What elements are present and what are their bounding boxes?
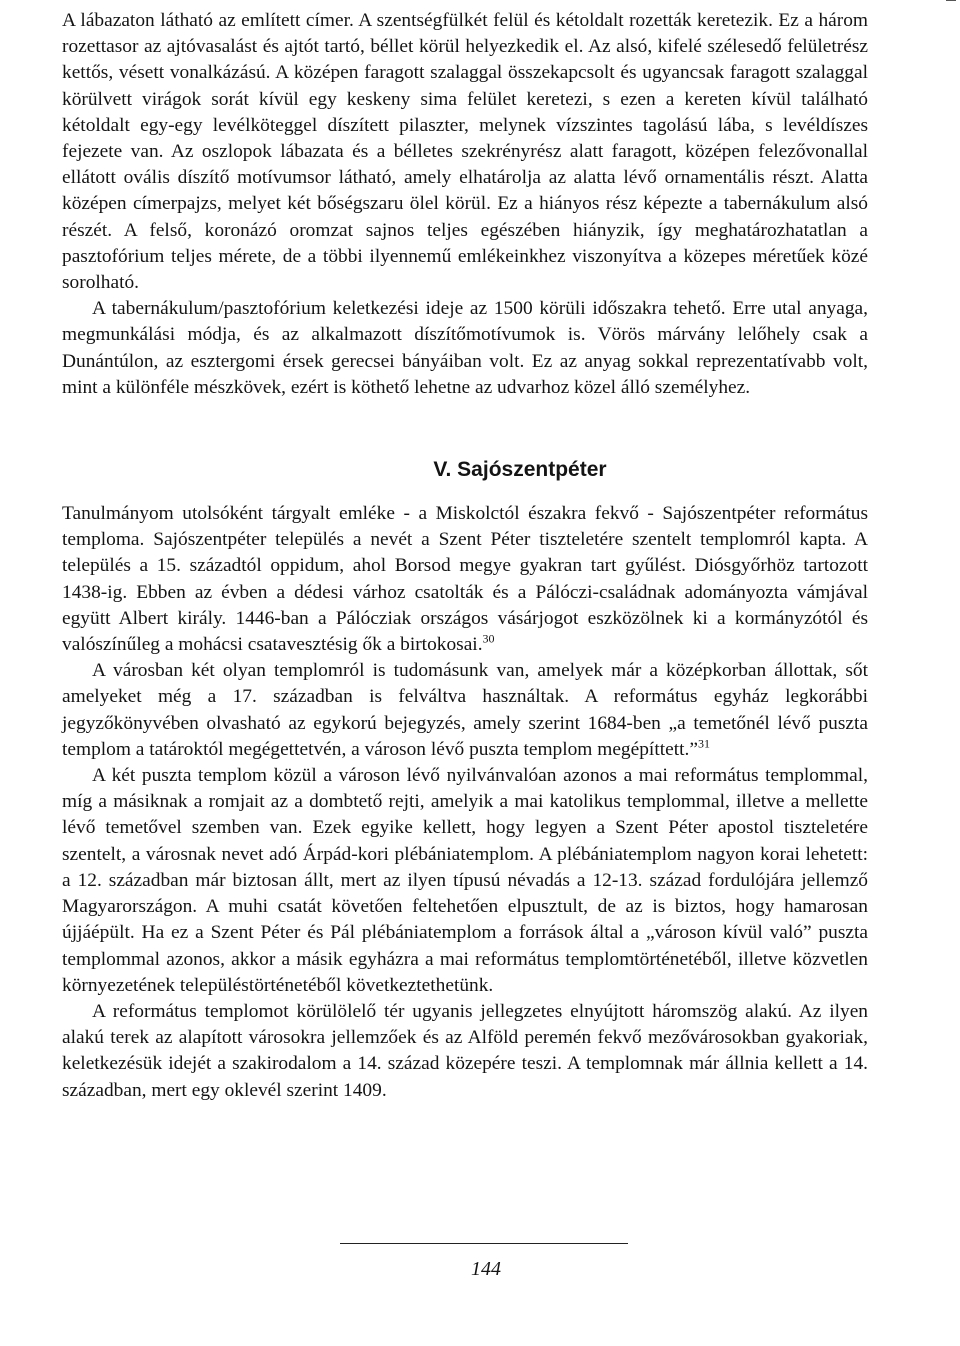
document-page (62, 8, 868, 1104)
paragraph-sajoszentpeter-intro (62, 501, 868, 658)
paragraph-parish-church: A két puszta templom közül a városon lévő nyilvánvalóan azonos a mai református templommal, míg a másiknak a romjait az a dombtető rejti, amelyik a mai katolikus templommal, illetve a mellette lévő temetővel szemben van. Ezek egyike kellett, hogy legyen a Szent Péter apostol tiszteletére szentelt, a városnak nevet adó Árpád-kori plébániatemplom. A plébániatemplom nagyon korai lehetett: a 12. században már biztosan állt, mert az ilyen típusú névadás a 12-13. század fordulójára jellemző Magyarországon. A muhi csatát követően feltehetően elpusztult, de az is biztos, hogy hamarosan újjáépült. Ha ez a Szent Péter és Pál plébániatemplom a források által a „városon kívül való” puszta templommal azonos, akkor a másik egyházra a mai református templomtörténetéből, illetve közvetlen környezetének településtörténetéből következtethetünk. (62, 765, 868, 996)
footnote-ref-31: 31 (697, 736, 710, 751)
paragraph-text: A városban két olyan templomról is tudomásunk van, amelyek már a középkorban állottak, sőt amelyeket még a 17. században is felváltva használtak. A református egyház legkorábbi jegyzőkönyvében olvasható az egykorú bejegyzés, amely szerint 1684-ben „a temetőnél lévő puszta templom a tatároktól megégettetvén, a városon lévő puszta templom megépíttett.” (62, 660, 868, 760)
paragraph-text: Tanulmányom utolsóként tárgyalt emléke - a Miskolctól északra fekvő - Sajószentpéter református temploma. Sajószentpéter település a nevét a Szent Péter tiszteletére szentelt templomról kapta. A település a 15. századtól oppidum, ahol Borsod megye gyakran tart gyűlést. Diósgyőrhöz tartozott 1438-ig. Ebben az évben a dédesi várhoz csatolták és a Pálóczi-családnak adományozta vámjával együtt Albert király. 1446-ban a Pálócziak országos vásárjogot eszközölnek ki a kormányzótól és valószínűleg a mohácsi csatavesztésig ők a birtokosai. (62, 503, 868, 656)
scan-edge-mark (946, 0, 956, 1)
paragraph-two-churches (62, 658, 868, 763)
footnote-ref-30: 30 (482, 631, 495, 646)
section-heading: V. Sajószentpéter (433, 458, 607, 482)
paragraph-reformed-church-square: A református templomot körülölelő tér ugyanis jellegzetes elnyújtott háromszög alakú. Az ilyen alakú terek az alapított városokra jellemzőek és az Alföld peremén fekvő mezővárosokban gyakoriak, keletkezésük idejét a szakirodalom a 14. század közepére teszi. A templomnak már állnia kellett a 14. században, mert egy oklevél szerint 1409. (62, 1000, 868, 1101)
page-number: 144 (471, 1258, 501, 1280)
footer-divider (340, 1243, 628, 1244)
paragraph-tabernacle-description: A lábazaton látható az említett címer. A szentségfülkét felül és kétoldalt rozetták keretezik. Ez a három rozettasor az ajtóvasalást és ajtót tartó, béllet körül helyezkedik el. Az alsó, kifelé szélesedő felületrész kettős, vésett vonalkázású. A középen faragott szalaggal összekapcsolt és ugyancsak faragott szalaggal körülvett virágok sorát kívül egy keskeny sima felület keretezi, s ezen a kereten kívül található kétoldalt egy-egy levélköteggel díszített pilaszter, melynek vízszintes tagolású lába, s levéldíszes fejezete van. Az oszlopok lábazata és a bélletes szekrényrész alatt faragott, középen felezővonallal ellátott ovális díszítő motívumsor látható, amely elhatárolja az alatta lévő ornamentális részt. Alatta középen címerpajzs, melyet két bőségszaru ölel körül. Ez a hiányos rész képezte a tabernákulum alsó részét. A felső, koronázó oromzat sajnos teljes egészében hiányzik, így meghatározhatatlan a pasztofórium teljes mérete, de a többi ilyennemű emlékeinkhez viszonyítva a közepes méretűek közé sorolható. (62, 10, 868, 294)
paragraph-tabernacle-dating: A tabernákulum/pasztofórium keletkezési ideje az 1500 körüli időszakra tehető. Erre utal anyaga, megmunkálási módja, és az alkalmazott díszítőmotívumok is. Vörös márvány lelőhely csak a Dunántúlon, az esztergomi érsek gerecsei bányáiban volt. Ez az anyag sokkal reprezentatívabb volt, mint a különféle mészkövek, ezért is köthető lehetne az udvarhoz közel álló személyhez. (62, 298, 868, 398)
